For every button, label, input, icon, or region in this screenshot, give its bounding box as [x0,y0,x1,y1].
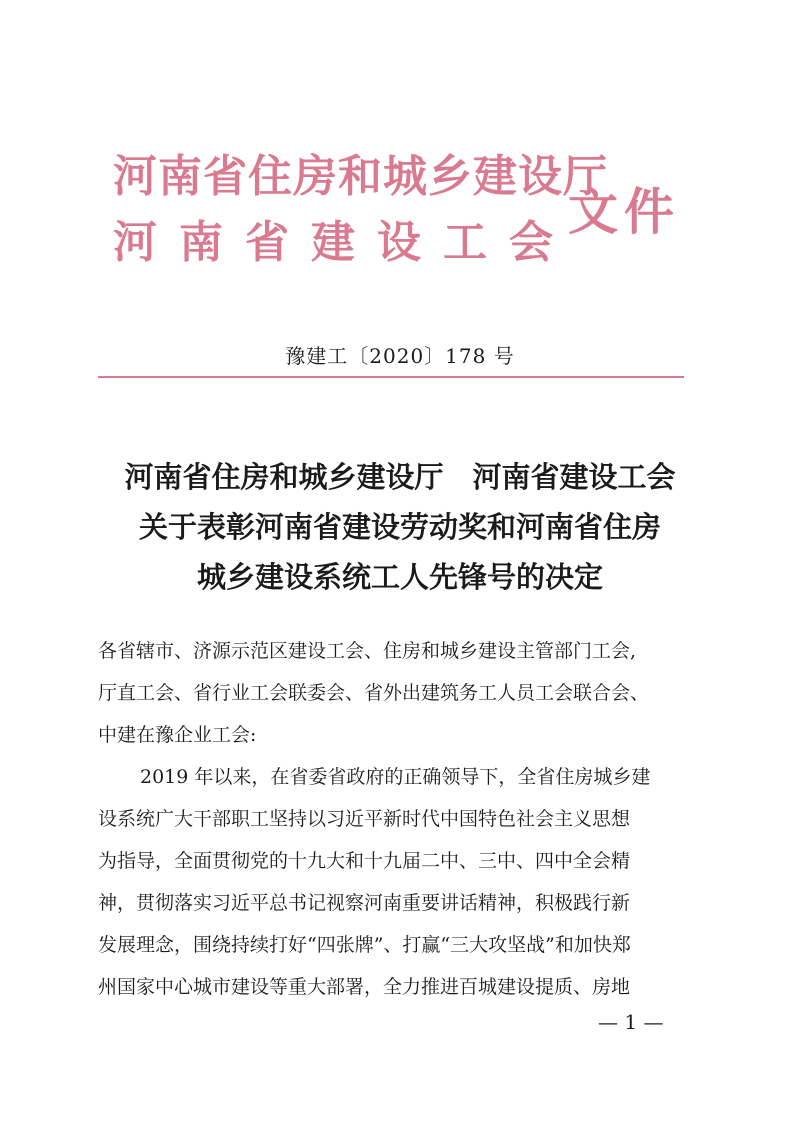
letterhead [113,140,693,280]
body-line-3: 为指导，全面贯彻党的十九大和十九届二中、三中、四中全会精 [98,850,631,872]
addressee-line-1: 各省辖市、济源示范区建设工会、住房和城乡建设主管部门工会, [98,640,637,662]
issuer-name-2: 河南省建设工会 [113,217,575,268]
addressee-line-2: 厅直工会、省行业工会联委会、省外出建筑务工人员工会联合会、 [98,682,650,704]
title-line-1: 河南省住房和城乡建设厅 河南省建设工会 [124,460,676,494]
body-line-2: 设系统广大干部职工坚持以习近平新时代中国特色社会主义思想 [98,808,631,830]
red-divider [98,376,684,378]
page-number: — 1 — [598,1010,664,1034]
body-line-5: 发展理念，围绕持续打好“四张牌”、打赢“三大攻坚战”和加快郑 [98,934,631,956]
body-line-6: 州国家中心城市建设等重大部署，全力推进百城建设提质、房地 [98,976,631,998]
document-word: 文件 [568,183,680,241]
issuer-name-1: 河南省住房和城乡建设厅 [113,151,608,202]
document-number: 豫建工〔2020〕178 号 [285,344,515,368]
body-line-4: 神，贯彻落实习近平总书记视察河南重要讲话精神，积极践行新 [98,892,631,914]
title-line-3: 城乡建设系统工人先锋号的决定 [196,560,603,594]
body-line-1: 2019 年以来，在省委省政府的正确领导下，全省住房城乡建 [140,766,651,788]
title-line-2: 关于表彰河南省建设劳动奖和河南省住房 [138,510,661,544]
addressee-line-3: 中建在豫企业工会: [98,724,257,746]
